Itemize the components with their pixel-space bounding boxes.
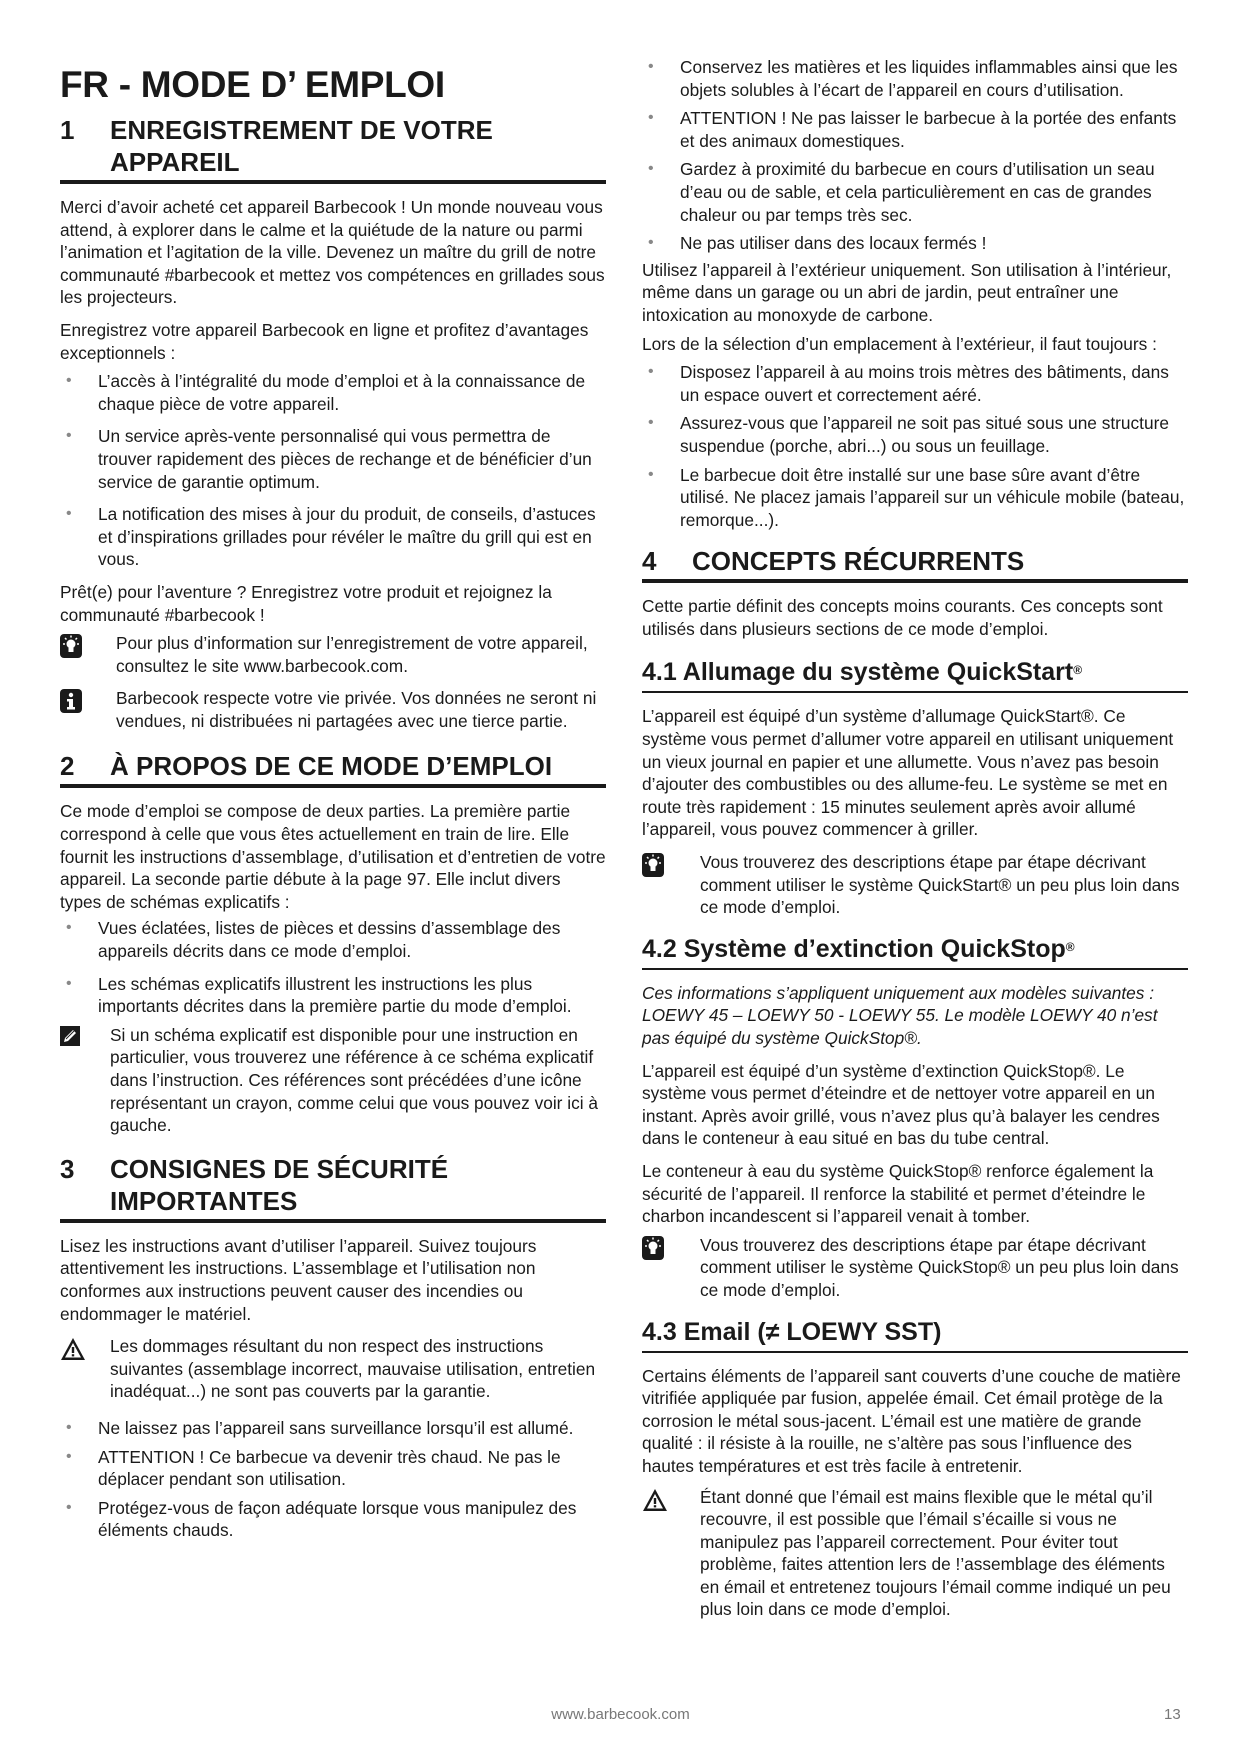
list-item: • ATTENTION ! Ne pas laisser le barbecue à la portée des enfants et des animaux domestiques. (648, 108, 1177, 151)
warning-note (60, 1335, 606, 1403)
bullet-icon: • (648, 363, 654, 381)
bullet-icon: • (66, 974, 72, 992)
section-4-paragraph-1: Cette partie définit des concepts moins courants. Ces concepts sont utilisés dans plusieurs sections de ce mode d’emploi. (642, 596, 1163, 639)
section-4-3-paragraph: Certains éléments de l’appareil sant couverts d’une couche de matière vitrifiée appliquée par fusion, appelée émail. Cet émail protège de la corrosion le métal sous-jacent. L’émail est une matière de grande qualité : il résiste à la rouille, ne s’altère pas sous l’influence des hautes températures et est très facile à entretenir. (642, 1365, 1181, 1476)
list-item: • La notification des mises à jour du produit, de conseils, d’astuces et d’inspirations grillades pour révéler le maître du grill qui est en vous. (66, 504, 596, 570)
right-column (642, 52, 1188, 1621)
tip-quickstop-text: Vous trouverez des descriptions étape par étape décrivant comment utiliser le système QuickStop® un peu plus loin dans ce mode d’emploi. (700, 1234, 1179, 1300)
info-icon (60, 687, 116, 732)
section-1-number: 1 (60, 115, 75, 145)
list-item: • ATTENTION ! Ce barbecue va devenir très chaud. Ne pas le déplacer pendant son utilisation. (66, 1446, 561, 1490)
bullet-icon: • (648, 414, 654, 432)
section-3-heading (60, 1153, 606, 1223)
warning-icon (642, 1486, 700, 1622)
section-1-paragraph-1: Merci d’avoir acheté cet appareil Barbecook ! Un monde nouveau vous attend, à explorer dans le calme et la quiétude de la nature ou parmi l’animation et l’agitation de la ville. Devenez un maître du grill de notre communauté #barbecook et mettez vos compétences en grillades sous les projecteurs. (60, 197, 605, 308)
location-list (642, 361, 1188, 531)
bullet-icon: • (648, 109, 654, 127)
section-1-heading (60, 114, 606, 184)
list-item: • Ne pas utiliser dans des locaux fermés ! (648, 233, 987, 254)
section-4-title: CONCEPTS RÉCURRENTS (692, 546, 1025, 577)
section-1-paragraph-2: Enregistrez votre appareil Barbecook en ligne et profitez d’avantages exceptionnels : (60, 319, 589, 363)
section-1-title: ENREGISTREMENT DE VOTRE APPAREIL (110, 115, 493, 177)
section-1-benefits-list (60, 370, 606, 571)
page-number: 13 (1164, 1706, 1181, 1723)
bullet-icon: • (66, 372, 72, 390)
section-4-2-italic-note: Ces informations s’appliquent uniquement aux modèles suivantes : LOEWY 45 – LOEWY 50 - LOEWY 55. Le modèle LOEWY 40 n’est pas équipé du système QuickStop®. (642, 982, 1158, 1048)
list-item: • Les schémas explicatifs illustrent les instructions les plus importants décrites dans la première partie du mode d’emploi. (66, 973, 572, 1017)
tip-text: Pour plus d’information sur l’enregistrement de votre appareil, consultez le site www.barbecook.com. (116, 633, 588, 676)
info-text: Barbecook respecte votre vie privée. Vos données ne seront ni vendues, ni distribuées ni partagées avec une tierce partie. (116, 688, 597, 731)
bullet-icon: • (66, 1498, 72, 1516)
section-2-paragraph-1: Ce mode d’emploi se compose de deux parties. La première partie correspond à celle que vous êtes actuellement en train de lire. Elle fournit les instructions d’assemblage, d’utilisation et d’entretien de votre appareil. La seconde partie débute à la page 97. Elle inclut divers types de schémas explicatifs : (60, 801, 606, 912)
pencil-note (60, 1024, 606, 1137)
lightbulb-icon (642, 1234, 700, 1302)
list-item: • Conservez les matières et les liquides inflammables ainsi que les objets solubles à l’écart de l’appareil en cours d’utilisation. (648, 57, 1178, 100)
tip-note (60, 632, 606, 677)
list-item: • Vues éclatées, listes de pièces et dessins d’assemblage des appareils décrits dans ce mode d’emploi. (66, 918, 561, 962)
section-4-1-paragraph: L’appareil est équipé d’un système d’allumage QuickStart®. Ce système vous permet d’allumer votre appareil en utilisant uniquement un vieux journal en papier et une allumette. Vous n’avez pas besoin d’ajouter des combustibles ou des allume-feu. Le système se met en route très rapidement : 15 minutes seulement après avoir allumé l’appareil, vous pouvez commencer à griller. (642, 706, 1174, 840)
lightbulb-icon (642, 851, 700, 919)
section-1-paragraph-3: Prêt(e) pour l’aventure ? Enregistrez votre produit et rejoignez la communauté #barbecook ! (60, 581, 552, 625)
bullet-icon: • (66, 1418, 72, 1436)
section-2-list (60, 917, 606, 1017)
pencil-note-text: Si un schéma explicatif est disponible pour une instruction en particulier, vous trouverez une référence à ce schéma explicatif dans l’instruction. Ces références sont précédées d’une icône représentant un crayon, comme celui que vous pouvez voir ici à gauche. (110, 1024, 598, 1136)
section-2-heading (60, 750, 606, 788)
list-item: • Assurez-vous que l’appareil ne soit pas situé sous une structure suspendue (porche, abri...) ou sous un feuillage. (648, 413, 1169, 456)
warning-text: Les dommages résultant du non respect des instructions suivantes (assemblage incorrect, mauvaise utilisation, entretien inadéquat...) ne sont pas couverts par la garantie. (110, 1336, 596, 1402)
bullet-icon: • (648, 465, 654, 483)
safety-list-continued (642, 56, 1188, 255)
info-note (60, 687, 606, 732)
section-3-paragraph-2: Utilisez l’appareil à l’extérieur uniquement. Son utilisation à l’intérieur, même dans un garage ou un abri de jardin, peut entraîner une intoxication au monoxyde de carbone. (642, 259, 1172, 325)
section-3-paragraph-1: Lisez les instructions avant d’utiliser l’appareil. Suivez toujours attentivement les instructions. L’assemblage et l’utilisation non conformes aux instructions peuvent causer des incendies ou endommager le matériel. (60, 1235, 537, 1324)
bullet-icon: • (648, 160, 654, 178)
section-3-number: 3 (60, 1153, 75, 1184)
lightbulb-icon (60, 632, 116, 677)
footer-url: www.barbecook.com (551, 1706, 690, 1723)
list-item: • Un service après-vente personnalisé qui vous permettra de trouver rapidement des pièces de rechange et de bénéficier d’un service de garantie optimum. (66, 426, 592, 492)
left-column (60, 52, 606, 1548)
section-3-title: CONSIGNES DE SÉCURITÉ IMPORTANTES (110, 1153, 449, 1216)
safety-list (60, 1417, 606, 1542)
bullet-icon: • (648, 234, 654, 252)
section-4-2-paragraph-2: Le conteneur à eau du système QuickStop® renforce également la sécurité de l’appareil. Il renforce la stabilité et permet d’éteindre le charbon incandescent si l’appareil venait à tomber. (642, 1160, 1154, 1227)
section-4-number: 4 (642, 546, 657, 577)
section-4-3-heading: 4.3 Email (≠ LOEWY SST) (642, 1316, 1188, 1353)
section-2-title: À PROPOS DE CE MODE D’EMPLOI (110, 751, 553, 782)
tip-note-quickstop (642, 1234, 1188, 1302)
list-item: • Le barbecue doit être installé sur une base sûre avant d’être utilisé. Ne placez jamais l’appareil sur un véhicule mobile (bateau, remorque...). (648, 464, 1185, 530)
bullet-icon: • (648, 58, 654, 75)
page-title: FR - MODE D’ EMPLOI (60, 64, 445, 105)
list-item: • Protégez-vous de façon adéquate lorsque vous manipulez des éléments chauds. (66, 1497, 577, 1541)
section-4-2-heading: 4.2 Système d’extinction QuickStop® (642, 933, 1188, 970)
warning-note-email (642, 1486, 1188, 1622)
bullet-icon: • (66, 1447, 72, 1465)
pencil-icon (60, 1024, 110, 1137)
tip-quickstart-text: Vous trouverez des descriptions étape par étape décrivant comment utiliser le système QuickStart® un peu plus loin dans ce mode d’emploi. (700, 852, 1180, 918)
section-4-2-paragraph-1: L’appareil est équipé d’un système d’extinction QuickStop®. Le système vous permet d’éteindre et de nettoyer votre appareil en un instant. Après avoir grillé, vous n’avez plus qu’à balayer les cendres dans le conteneur à eau situé en bas du tube central. (642, 1060, 1160, 1149)
section-2-number: 2 (60, 751, 75, 782)
section-3-paragraph-3: Lors de la sélection d’un emplacement à l’extérieur, il faut toujours : (642, 333, 1157, 354)
tip-note-quickstart (642, 851, 1188, 919)
bullet-icon: • (66, 505, 72, 523)
section-4-heading (642, 545, 1188, 583)
section-4-1-heading: 4.1 Allumage du système QuickStart® (642, 656, 1188, 693)
list-item: • Ne laissez pas l’appareil sans surveillance lorsqu’il est allumé. (66, 1417, 574, 1438)
warning-icon (60, 1335, 110, 1403)
list-item: • Gardez à proximité du barbecue en cours d’utilisation un seau d’eau ou de sable, et cela particulièrement en cas de grandes chaleur ou par temps très sec. (648, 159, 1155, 225)
bullet-icon: • (66, 919, 72, 937)
list-item: • L’accès à l’intégralité du mode d’emploi et à la connaissance de chaque pièce de votre appareil. (66, 371, 586, 414)
bullet-icon: • (66, 427, 72, 445)
list-item: • Disposez l’appareil à au moins trois mètres des bâtiments, dans un espace ouvert et correctement aéré. (648, 362, 1169, 405)
warning-email-text: Étant donné que l’émail est mains flexible que le métal qu’il recouvre, il est possible que l’émail s’écaille si vous ne manipulez pas l’appareil correctement. Pour éviter tout problème, faites attention lers de !’assemblage des éléments en émail et entretenez toujours l’émail comme indiqué un peu plus loin dans ce mode d’emploi. (700, 1486, 1171, 1620)
